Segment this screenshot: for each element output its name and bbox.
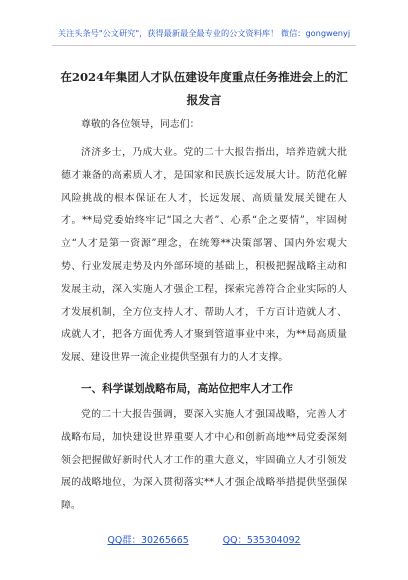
promo-banner[interactable]: 关注头条号"公文研究"，获得最新最全最专业的公文资料库！ 微信：gongwenyj [57,28,351,38]
document-title: 在2024年集团人才队伍建设年度重点任务推进会上的汇报发言 [60,70,348,107]
paragraph-section-1: 党的二十大报告强调，要深入实施人才强国战略，完善人才战略布局，加快建设世界重要人才中心和创新高地**局党委深刻领会把握做好新时代人才工作的重大意义，牢固确立人才引领发展的战略地位，为深入贯彻落实**人才强企战略举措提供坚强保障。 [61,409,347,512]
qq-group-link[interactable]: QQ群：30265665 [107,535,189,546]
paragraph-intro: 济济多士，乃成大业。党的二十大报告指出，培养造就大批德才兼备的高素质人才，是国家和民族长远发展大计。防范化解风险挑战的根本保证在人才，长远发展、高质量发展关键在人才。**局党委始终牢记“国之大者”、心系“企之要情”，牢固树立“人才是第一资源”理念，在统筹**决策部署、国内外宏观大势、行业发展走势及内外部环境的基础上，积极把握战略主动和发展主动，深入实施人才强企工程，探索完善符合企业实际的人才发展机制，全方位支持人才、帮助人才，千方百计造就人才、成就人才，把各方面优秀人才聚到管道事业中来，为**局高质量发展、建设世界一流企业提供坚强有力的人才支撑。 [61,147,347,364]
qq-contact-link[interactable]: QQ：535304092 [222,535,301,546]
greeting: 尊敬的各位领导，同志们： [81,119,200,130]
section-heading-1: 一、科学谋划战略布局，高站位把牢人才工作 [81,383,293,395]
banner-divider [52,45,356,46]
contact-footer [0,532,408,546]
